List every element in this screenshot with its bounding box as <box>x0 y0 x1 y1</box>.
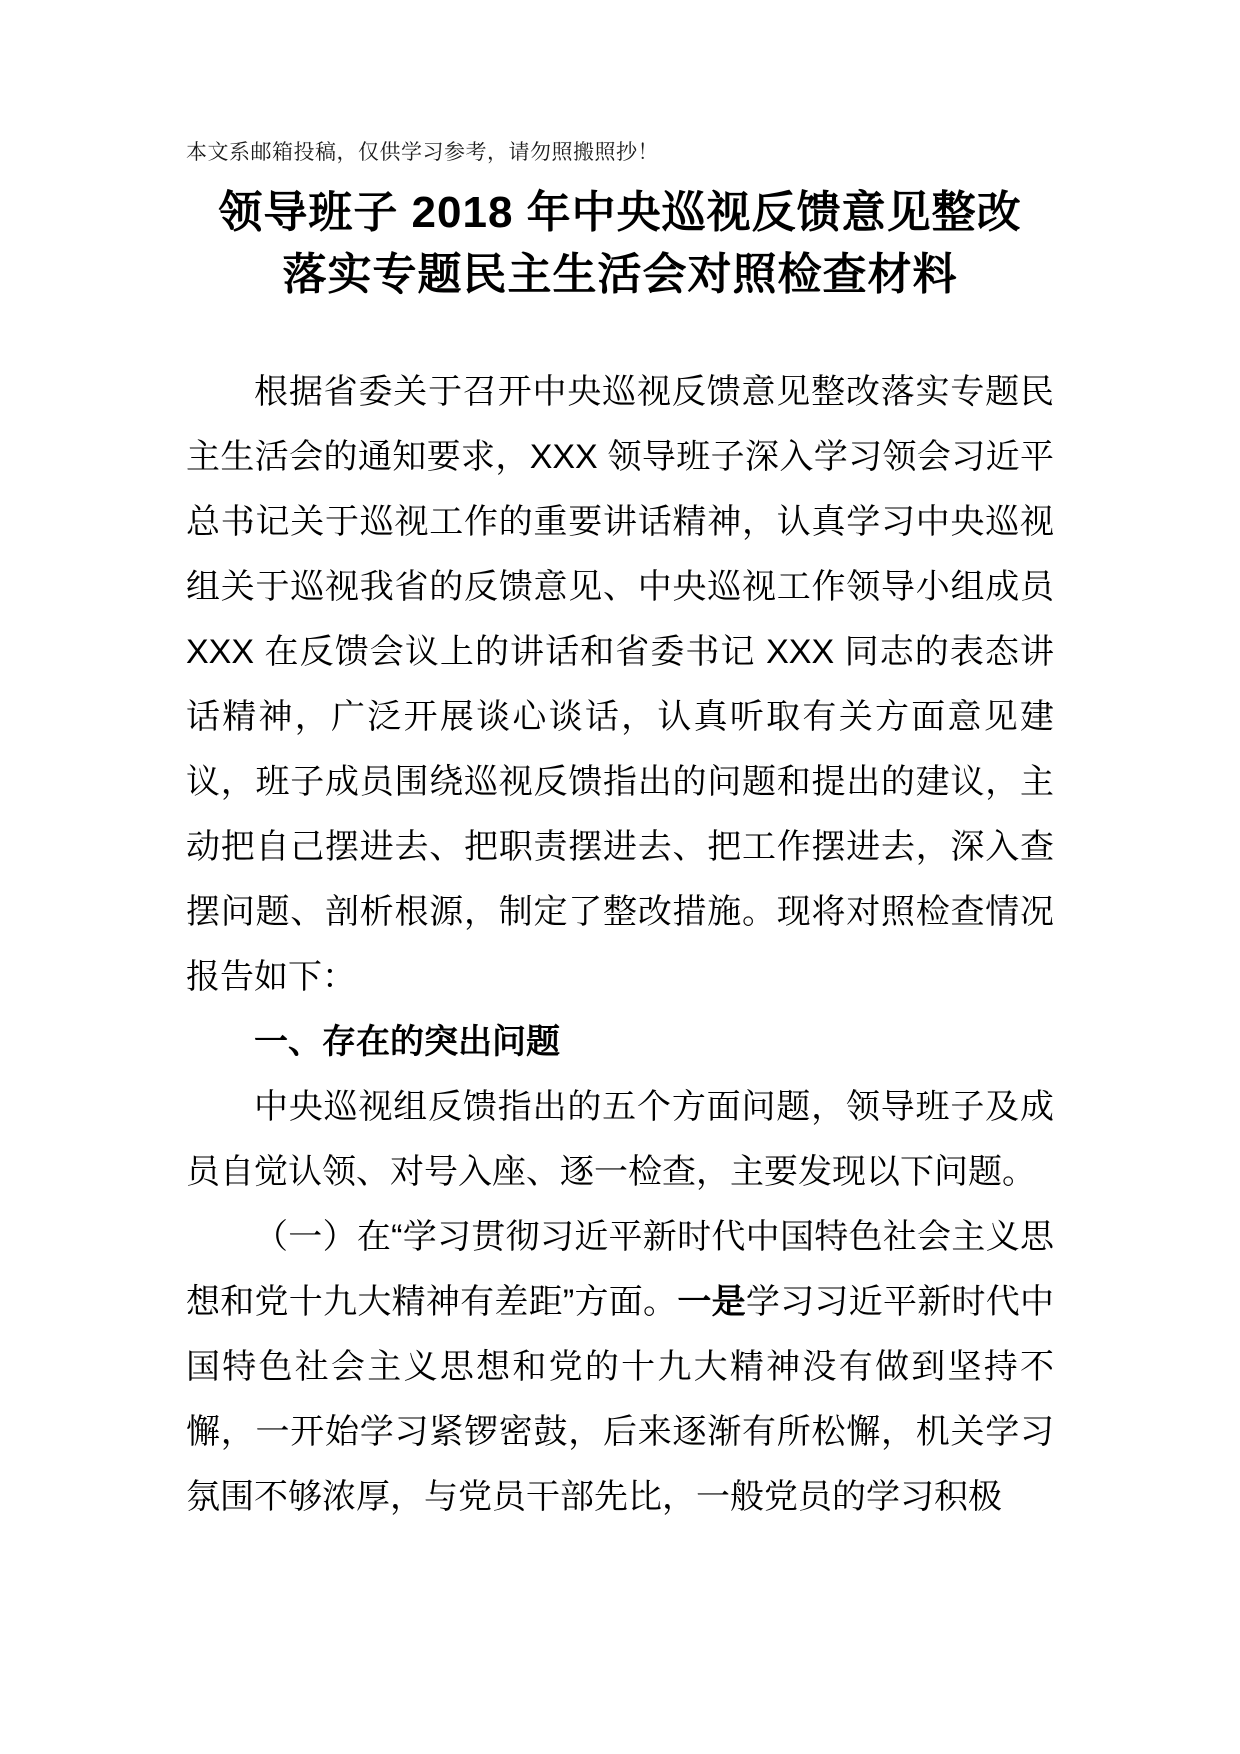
paragraph-section1-intro: 中央巡视组反馈指出的五个方面问题，领导班子及成员自觉认领、对号入座、逐一检查，主要发现以下问题。 <box>186 1088 1054 1191</box>
paragraph-item1 <box>186 1205 1054 1530</box>
document-content <box>186 138 1054 1530</box>
document-title-line1: 领导班子 2018 年中央巡视反馈意见整改 <box>218 188 1022 237</box>
section1-heading: 一、存在的突出问题 <box>254 1023 560 1061</box>
disclaimer-note: 本文系邮箱投稿，仅供学习参考，请勿照搬照抄！ <box>186 141 659 164</box>
document-title-line2: 落实专题民主生活会对照检查材料 <box>282 250 958 299</box>
item1-lead-text: （一）在“学习贯彻习近平新时代中国特色社会主义思想和党十九大精神有差距”方面。 <box>186 1218 1054 1321</box>
document-body <box>186 360 1054 1530</box>
item1-body-text: 学习习近平新时代中国特色社会主义思想和党的十九大精神没有做到坚持不懈，一开始学习紧锣密鼓，后来逐渐有所松懈，机关学习氛围不够浓厚，与党员干部先比，一般党员的学习积极 <box>186 1283 1055 1516</box>
paragraph-intro: 根据省委关于召开中央巡视反馈意见整改落实专题民主生活会的通知要求，XXX 领导班子深入学习领会习近平总书记关于巡视工作的重要讲话精神，认真学习中央巡视组关于巡视我省的反馈意见、中央巡视工作领导小组成员 XXX 在反馈会议上的讲话和省委书记 XXX 同志的表态讲话精神，广泛开展谈心谈话，认真听取有关方面意见建议，班子成员围绕巡视反馈指出的问题和提出的建议，主动把自己摆进去、把职责摆进去、把工作摆进去，深入查摆问题、剖析根源，制定了整改措施。现将对照检查情况报告如下： <box>186 373 1054 996</box>
document-title <box>186 182 1054 306</box>
item1-bold-marker: 一是 <box>677 1283 746 1321</box>
